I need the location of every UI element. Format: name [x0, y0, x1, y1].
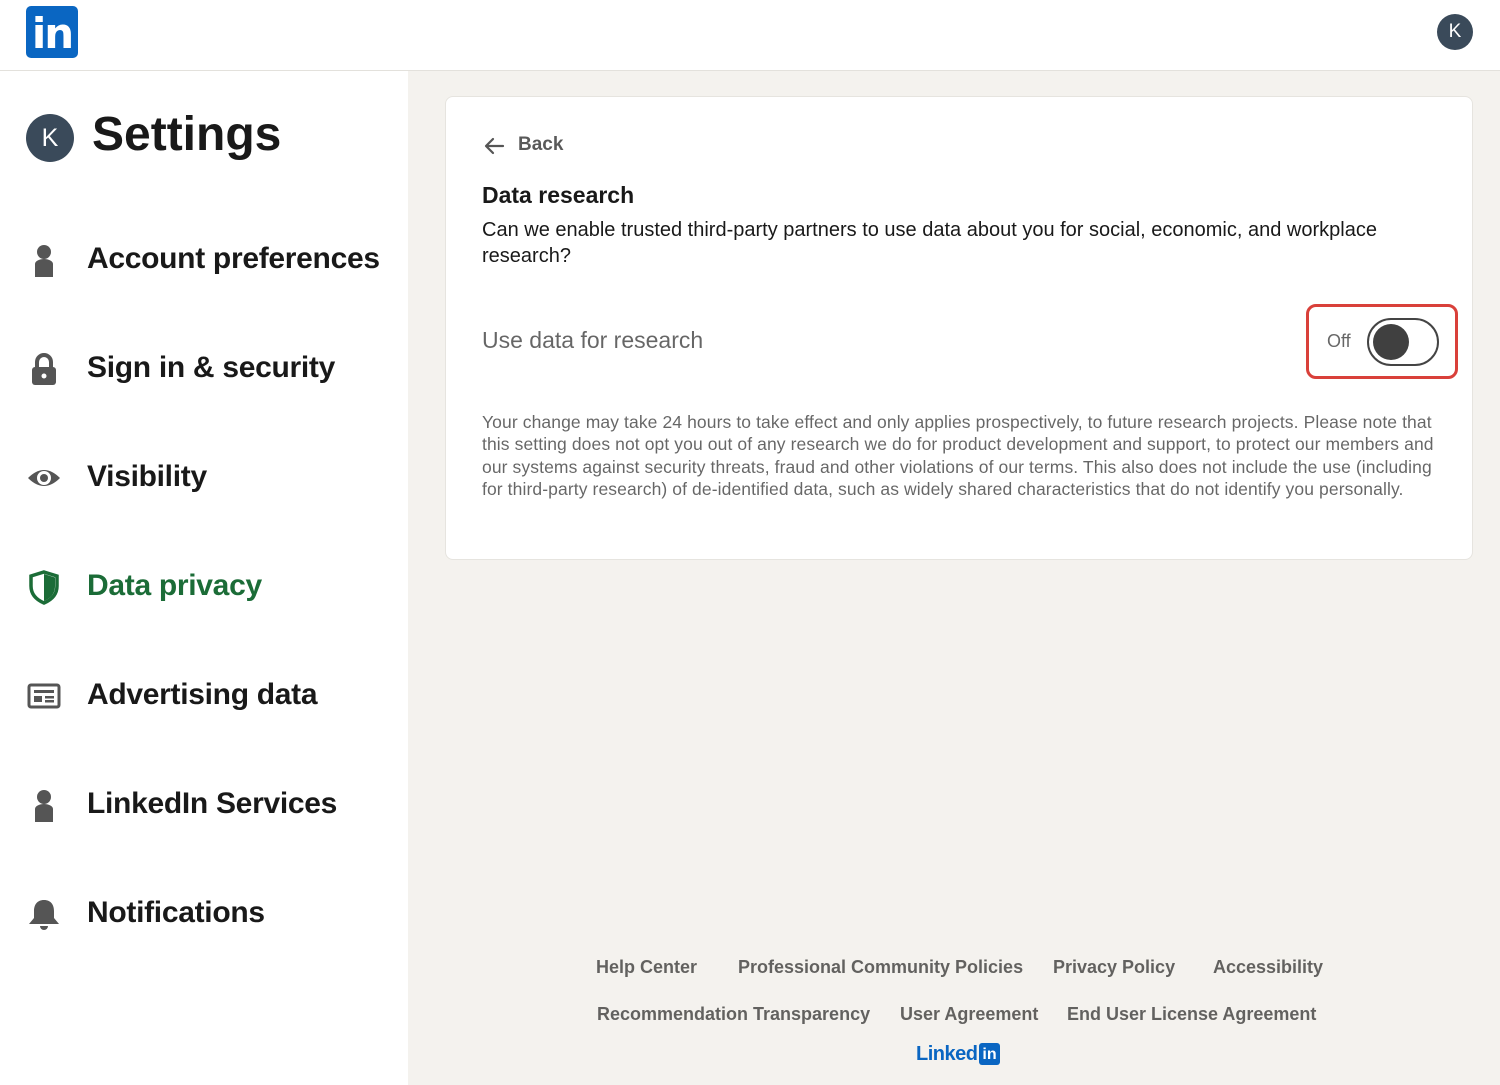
sidebar-item-sign-in-security[interactable]: [26, 343, 396, 393]
footer-link-accessibility[interactable]: Accessibility: [1213, 957, 1324, 977]
footer-link-privacy-policy[interactable]: Privacy Policy: [1053, 957, 1176, 977]
section-description: Can we enable trusted third-party partners to use data about you for social, economic, and workplace research?: [482, 219, 1377, 267]
footer-brand-in: in: [979, 1043, 1000, 1065]
logo-text: in: [31, 9, 73, 58]
sidebar-item-label: Advertising data: [87, 678, 318, 711]
profile-avatar[interactable]: K: [1437, 14, 1473, 50]
sidebar-item-label: Notifications: [87, 896, 265, 929]
sidebar-item-label: Data privacy: [87, 569, 262, 602]
sidebar-item-linkedin-services[interactable]: [26, 779, 396, 829]
research-toggle-highlight: [1306, 304, 1458, 379]
sidebar-item-account-preferences[interactable]: [26, 234, 396, 284]
sidebar-item-label: LinkedIn Services: [87, 787, 338, 820]
shield-icon: [26, 569, 62, 605]
footer-link-user-agreement[interactable]: User Agreement: [900, 1004, 1039, 1024]
newspaper-icon: [26, 678, 62, 714]
settings-sidebar: [0, 71, 408, 1085]
setting-label: Use data for research: [482, 327, 704, 353]
sidebar-item-visibility[interactable]: [26, 452, 396, 502]
sidebar-item-label: Sign in & security: [87, 351, 335, 384]
back-label: Back: [518, 134, 564, 155]
sidebar-item-label: Visibility: [87, 460, 207, 493]
section-title: Data research: [482, 182, 635, 208]
bell-icon: [26, 896, 62, 932]
arrow-left-icon: [482, 134, 506, 158]
footer-link-eula[interactable]: End User License Agreement: [1067, 1004, 1317, 1024]
footer-link-community-policies[interactable]: Professional Community Policies: [738, 957, 1024, 977]
footer-brand-text: Linked: [916, 1043, 978, 1065]
page-title: Settings: [92, 108, 282, 161]
setting-note: Your change may take 24 hours to take effect and only applies prospectively, to future research projects. Please note that this setting does not opt you out of any research we do for product development and support, to protect our members and our systems against security threats, fraud and other violations of our terms. This also does not include the use (including for third-party research) of de-identified data, such as widely shared characteristics that do not identify you personally.: [482, 412, 1434, 499]
person-icon: [26, 787, 62, 823]
use-data-for-research-toggle[interactable]: [1367, 318, 1439, 366]
eye-icon: [26, 460, 62, 496]
footer-link-help-center[interactable]: Help Center: [596, 957, 698, 977]
sidebar-item-label: Account preferences: [87, 242, 380, 275]
toggle-knob: [1373, 324, 1409, 360]
top-nav-bar: [0, 0, 1500, 71]
sidebar-avatar: K: [26, 114, 74, 162]
sidebar-item-data-privacy[interactable]: [26, 561, 396, 611]
person-icon: [26, 242, 62, 278]
toggle-state-label: Off: [1327, 331, 1351, 351]
footer-link-recommendation-transparency[interactable]: Recommendation Transparency: [597, 1004, 871, 1024]
data-research-card: [445, 96, 1473, 560]
lock-icon: [26, 351, 62, 387]
sidebar-item-advertising-data[interactable]: [26, 670, 396, 720]
linkedin-logo-icon[interactable]: [26, 6, 78, 58]
sidebar-item-notifications[interactable]: [26, 888, 396, 938]
